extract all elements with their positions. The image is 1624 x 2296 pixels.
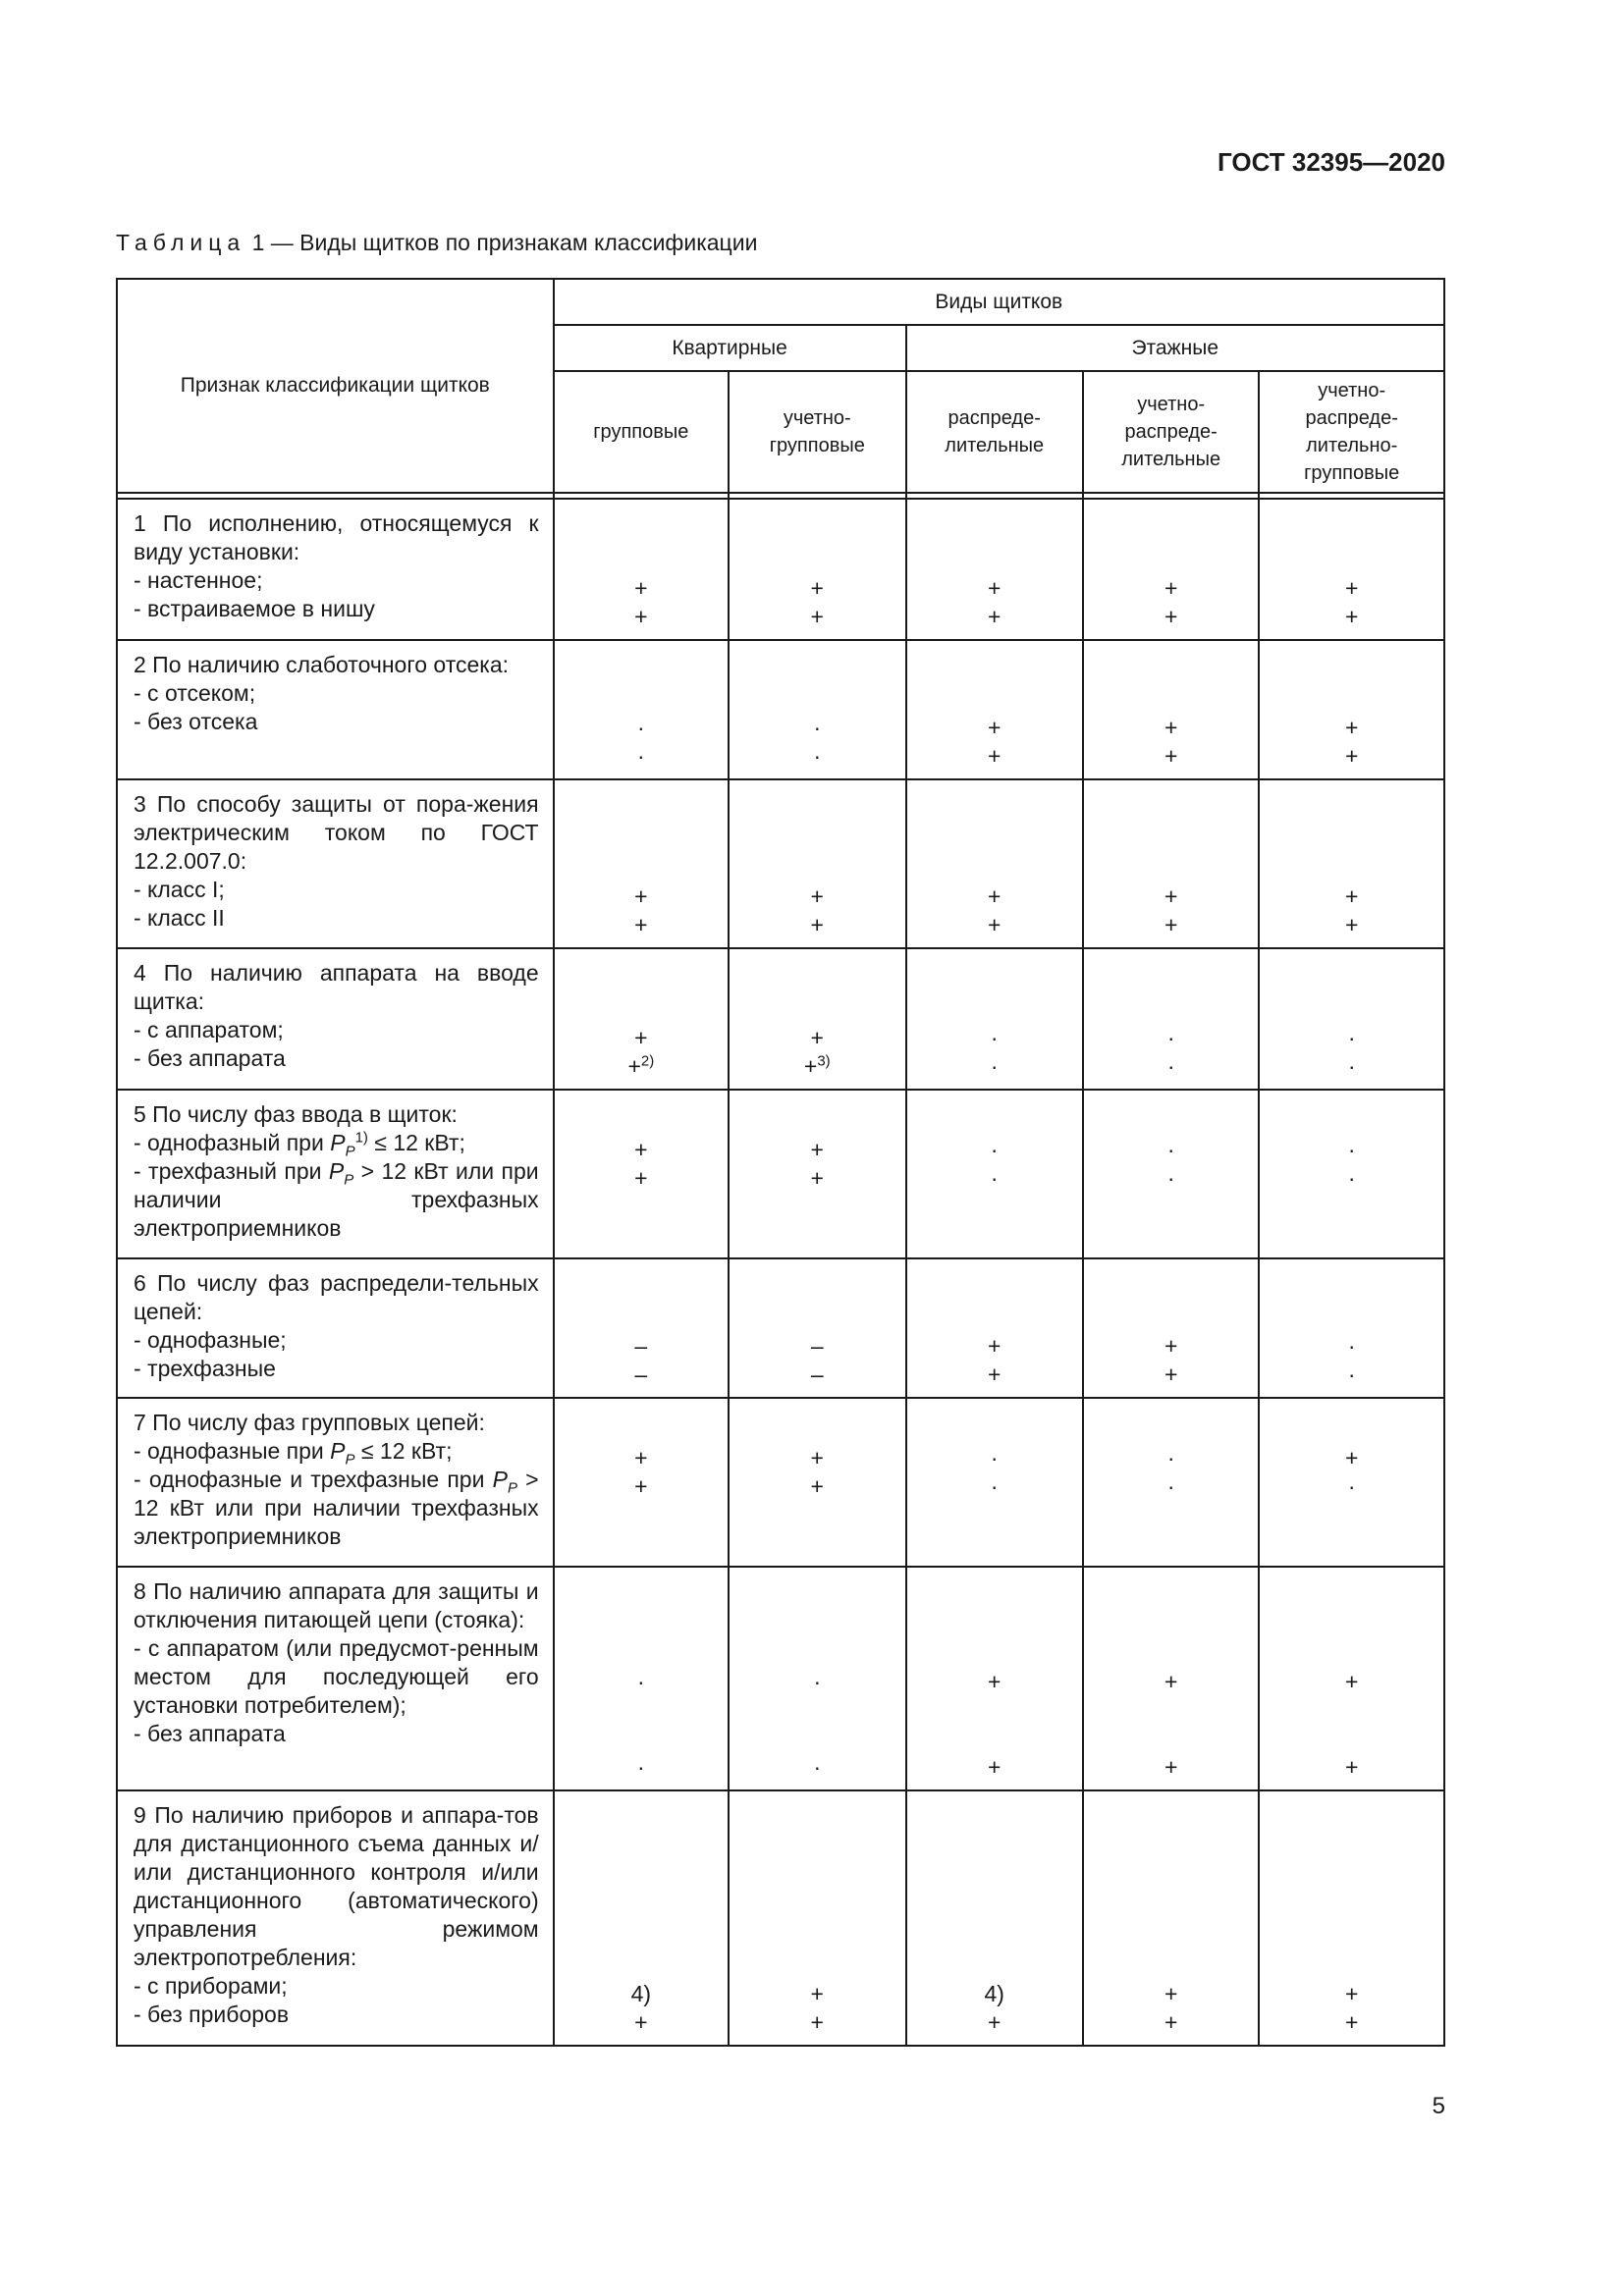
feature-title: 6 По числу фаз распредели-тельных цепей:: [134, 1270, 539, 1324]
mark-value: +: [634, 883, 648, 909]
mark-cell: [906, 499, 1083, 640]
mark-spacer: [730, 1193, 904, 1250]
formula-subscript: [508, 1480, 517, 1497]
mark-cell: [1259, 1398, 1444, 1567]
mark-value: ·: [1166, 1025, 1175, 1050]
mark-cell: [1083, 640, 1259, 779]
feature-option: - без отсека: [134, 709, 258, 734]
mark-value: +: [1164, 1362, 1178, 1387]
mark-value: ·: [990, 1053, 999, 1079]
mark-value: –: [810, 1333, 824, 1359]
column-header-text: распреде- лительные: [945, 407, 1045, 456]
mark-cell: [1083, 1567, 1259, 1790]
document-header: ГОСТ 32395—2020: [1218, 147, 1445, 177]
feature-cell: [117, 1398, 554, 1567]
mark-value: ·: [1166, 1445, 1175, 1470]
feature-title: 4 По наличию аппарата на вводе щитка:: [134, 960, 539, 1014]
feature-option: - класс II: [134, 905, 225, 931]
mark-value: ·: [636, 1754, 645, 1780]
mark-value: +$^{3)}$: [803, 1052, 831, 1079]
feature-option: - настенное;: [134, 567, 263, 593]
feature-cell: [117, 640, 554, 779]
mark-cell: [1259, 1790, 1444, 2046]
mark-spacer: [907, 1193, 1082, 1250]
mark-value: ·: [1166, 1165, 1175, 1191]
mark-value: +: [988, 2009, 1001, 2035]
mark-spacer: [1084, 1696, 1258, 1753]
mark-value: +: [1164, 1333, 1178, 1359]
mark-value: +: [988, 743, 1001, 769]
mark-spacer: [1084, 1193, 1258, 1250]
mark-value: +: [810, 1473, 824, 1499]
mark-value: +: [1344, 883, 1359, 909]
classification-table: [116, 278, 1445, 2047]
mark-cell: [729, 1398, 905, 1567]
mark-cell: [1083, 1090, 1259, 1258]
mark-value: ·: [813, 715, 822, 740]
column-header: [906, 371, 1083, 493]
feature-cell: [117, 499, 554, 640]
mark-value: +$^{2)}$: [627, 1052, 655, 1079]
mark-spacer: [555, 1501, 728, 1558]
mark-value: 4): [630, 1981, 652, 2006]
mark-value: +: [1344, 1754, 1359, 1780]
mark-cell: [906, 779, 1083, 948]
column-header-text: учетно- распреде- лительные: [1121, 394, 1221, 470]
mark-value: +: [1164, 575, 1178, 601]
table-caption-word: Таблица: [116, 230, 246, 255]
mark-cell: [554, 1398, 729, 1567]
mark-value: –: [634, 1362, 648, 1387]
mark-cell: [906, 640, 1083, 779]
mark-value: ·: [1166, 1137, 1175, 1162]
mark-value: +: [810, 1137, 824, 1162]
feature-title: 5 По числу фаз ввода в щиток:: [134, 1101, 458, 1127]
mark-value: +: [1344, 1445, 1359, 1470]
mark-value: +: [988, 883, 1001, 909]
mark-value: +: [1164, 883, 1178, 909]
mark-cell: [906, 1398, 1083, 1567]
table-row: [117, 948, 1444, 1090]
mark-value: +: [634, 604, 648, 629]
mark-cell: [729, 499, 905, 640]
mark-value: +: [634, 1025, 648, 1050]
formula-symbol: P: [330, 1130, 346, 1155]
mark-cell: [1083, 948, 1259, 1090]
mark-spacer: [555, 1193, 728, 1250]
mark-cell: [554, 1090, 729, 1258]
mark-value: +: [1344, 575, 1359, 601]
feature-option: - с приборами;: [134, 1973, 288, 1999]
table-row: [117, 499, 1444, 640]
feature-cell: [117, 1567, 554, 1790]
mark-cell: [729, 779, 905, 948]
feature-title: 8 По наличию аппарата для защиты и отключения питающей цепи (стояка):: [134, 1578, 539, 1632]
mark-spacer: [555, 1696, 728, 1753]
mark-cell: [1259, 1090, 1444, 1258]
mark-value: ·: [1166, 1473, 1175, 1499]
column-header: [1083, 371, 1259, 493]
mark-value: ·: [1347, 1053, 1356, 1079]
mark-value: ·: [1347, 1473, 1356, 1499]
header-group: Виды щитков: [554, 279, 1444, 325]
mark-value: ·: [813, 743, 822, 769]
mark-value: +: [1344, 2009, 1359, 2035]
formula-subscript-text: P: [344, 1171, 354, 1189]
feature-cell: [117, 779, 554, 948]
column-header-text: групповые: [593, 421, 689, 443]
mark-value: +: [988, 912, 1001, 937]
mark-spacer: [907, 1501, 1082, 1558]
mark-value: ·: [1166, 1053, 1175, 1079]
feature-cell: [117, 1790, 554, 2046]
mark-value: +: [634, 1473, 648, 1499]
mark-cell: [554, 1258, 729, 1398]
mark-spacer: [730, 1501, 904, 1558]
column-header-text: учетно- распреде- лительно- групповые: [1304, 380, 1400, 484]
feature-option: - без приборов: [134, 2002, 290, 2027]
mark-cell: [906, 1090, 1083, 1258]
mark-spacer: [1260, 1193, 1443, 1250]
feature-title: 7 По числу фаз групповых цепей:: [134, 1410, 485, 1435]
mark-value: +: [634, 575, 648, 601]
feature-option: - однофазные при $P_P \le 12$ кВт;: [134, 1438, 453, 1468]
mark-value: ·: [1347, 1025, 1356, 1050]
mark-cell: [1259, 640, 1444, 779]
mark-cell: [554, 1790, 729, 2046]
table-row: [117, 1567, 1444, 1790]
mark-cell: [1259, 1567, 1444, 1790]
mark-cell: [1259, 779, 1444, 948]
feature-option: - встраиваемое в нишу: [134, 596, 375, 621]
mark-value: +: [810, 1445, 824, 1470]
mark-cell: [906, 1790, 1083, 2046]
feature-option: - с аппаратом;: [134, 1017, 284, 1042]
formula-subscript-text: P: [507, 1479, 517, 1497]
mark-value: ·: [813, 1669, 822, 1694]
mark-value: –: [810, 1362, 824, 1387]
feature-title: 1 По исполнению, относящемуся к виду установки:: [134, 510, 539, 564]
header-subgroup: Этажные: [906, 325, 1445, 371]
feature-option: - без аппарата: [134, 1721, 286, 1746]
feature-title: 2 По наличию слаботочного отсека:: [134, 652, 510, 677]
feature-title: 3 По способу защиты от пора-жения электрическим током по ГОСТ 12.2.007.0:: [134, 791, 539, 874]
mark-value: +: [810, 1165, 824, 1191]
mark-spacer: [907, 1696, 1082, 1753]
mark-spacer: [1260, 1501, 1443, 1558]
feature-option: - без аппарата: [134, 1045, 286, 1071]
mark-value: +: [634, 1137, 648, 1162]
mark-cell: [554, 499, 729, 640]
mark-value: +: [1164, 912, 1178, 937]
mark-value: +: [810, 912, 824, 937]
mark-cell: [729, 1567, 905, 1790]
mark-value: +: [1164, 1754, 1178, 1780]
mark-value: +: [1344, 604, 1359, 629]
mark-value: ·: [636, 743, 645, 769]
mark-value: +: [1164, 2009, 1178, 2035]
mark-value: +: [634, 1445, 648, 1470]
mark-cell: [906, 1567, 1083, 1790]
formula-symbol: P: [328, 1158, 345, 1184]
mark-value: +: [988, 575, 1001, 601]
mark-value: +: [1344, 1981, 1359, 2006]
mark-value: ·: [1347, 1333, 1356, 1359]
mark-value: +: [810, 2009, 824, 2035]
table-caption: [116, 230, 757, 256]
header-feature: Признак классификации щитков: [117, 279, 554, 493]
mark-cell: [906, 948, 1083, 1090]
mark-spacer: [1260, 1696, 1443, 1753]
footnote-ref: 3): [817, 1052, 831, 1070]
mark-value: +: [1164, 715, 1178, 740]
formula-subscript-text: P: [345, 1451, 355, 1468]
mark-value: +: [1344, 912, 1359, 937]
mark-value: ·: [636, 715, 645, 740]
formula-symbol: P: [330, 1438, 346, 1464]
mark-value: +: [1164, 1981, 1178, 2006]
mark-value: +: [988, 1333, 1001, 1359]
mark-cell: [729, 640, 905, 779]
feature-cell: [117, 948, 554, 1090]
mark-cell: [1083, 1258, 1259, 1398]
footnote-ref: 1): [354, 1129, 368, 1147]
mark-value: +: [810, 1981, 824, 2006]
mark-cell: [729, 1258, 905, 1398]
mark-cell: [729, 1090, 905, 1258]
feature-cell: [117, 1090, 554, 1258]
mark-value: +: [810, 883, 824, 909]
mark-value: +: [634, 912, 648, 937]
table-row: [117, 1090, 1444, 1258]
table-caption-text: 1 — Виды щитков по признакам классификации: [245, 230, 758, 255]
mark-value: ·: [990, 1025, 999, 1050]
header-subgroup: Квартирные: [554, 325, 906, 371]
mark-cell: [554, 640, 729, 779]
mark-value: 4): [984, 1981, 1004, 2006]
feature-option: - трехфазный при $P_P > 12$ кВт или при наличии трехфазных электроприемников: [134, 1158, 539, 1241]
mark-value: +: [1164, 1669, 1178, 1694]
table-row: [117, 1790, 1444, 2046]
mark-value: ·: [990, 1473, 999, 1499]
mark-value: +: [1344, 715, 1359, 740]
mark-value: +: [810, 1025, 824, 1050]
mark-value: +: [988, 1362, 1001, 1387]
feature-option: - с отсеком;: [134, 680, 256, 706]
mark-value: ·: [990, 1165, 999, 1191]
mark-value: ·: [990, 1445, 999, 1470]
mark-cell: [729, 948, 905, 1090]
mark-value: +: [988, 715, 1001, 740]
mark-value: +: [634, 1165, 648, 1191]
formula-subscript-text: P: [345, 1143, 355, 1160]
mark-value: +: [988, 1754, 1001, 1780]
mark-spacer: [1084, 1501, 1258, 1558]
mark-value: +: [810, 575, 824, 601]
mark-cell: [1259, 499, 1444, 640]
mark-cell: [1083, 779, 1259, 948]
table-row: [117, 640, 1444, 779]
mark-value: +: [1164, 604, 1178, 629]
mark-cell: [1083, 499, 1259, 640]
column-header-text: учетно- групповые: [769, 407, 865, 456]
table-row: [117, 779, 1444, 948]
feature-option: - с аппаратом (или предусмот-ренным местом для последующей его установки потребителем);: [134, 1635, 539, 1718]
mark-cell: [1083, 1398, 1259, 1567]
mark-value: ·: [1347, 1362, 1356, 1387]
column-header: [729, 371, 905, 493]
mark-value: ·: [990, 1137, 999, 1162]
mark-cell: [906, 1258, 1083, 1398]
mark-value: ·: [1347, 1165, 1356, 1191]
mark-cell: [1083, 1790, 1259, 2046]
formula-subscript: [344, 1172, 353, 1189]
mark-value: –: [634, 1333, 648, 1359]
mark-value: ·: [1347, 1137, 1356, 1162]
mark-cell: [554, 779, 729, 948]
mark-cell: [1259, 948, 1444, 1090]
mark-value: +: [1164, 743, 1178, 769]
mark-value: ·: [813, 1754, 822, 1780]
feature-option: - трехфазные: [134, 1356, 276, 1381]
feature-option: - однофазные;: [134, 1327, 287, 1353]
mark-cell: [729, 1790, 905, 2046]
mark-cell: [1259, 1258, 1444, 1398]
mark-value: +: [988, 604, 1001, 629]
mark-value: +: [634, 2009, 648, 2035]
mark-value: +: [988, 1669, 1001, 1694]
feature-option: - класс I;: [134, 877, 225, 902]
column-header: [1259, 371, 1444, 493]
mark-value: +: [1344, 743, 1359, 769]
feature-cell: [117, 1258, 554, 1398]
mark-cell: [554, 948, 729, 1090]
feature-option: - однофазный при $P_P^{1)} \le 12$ кВт;: [134, 1129, 465, 1160]
mark-cell: [554, 1567, 729, 1790]
mark-value: +: [1344, 1669, 1359, 1694]
mark-value: ·: [636, 1669, 645, 1694]
feature-title: 9 По наличию приборов и аппара-тов для дистанционного съема данных и/или дистанционного контроля и/или дистанционного (автоматического) управления режимом электропотребления:: [134, 1802, 539, 1970]
footnote-ref: 2): [640, 1052, 655, 1070]
table-row: [117, 1398, 1444, 1567]
mark-value: +: [810, 604, 824, 629]
page-number: 5: [1432, 2093, 1445, 2119]
column-header: [554, 371, 729, 493]
feature-option: - однофазные и трехфазные при $P_P > 12$ кВт или при наличии трехфазных электроприемников: [134, 1467, 539, 1549]
table-row: [117, 1258, 1444, 1398]
formula-symbol: P: [492, 1467, 508, 1492]
mark-spacer: [730, 1696, 904, 1753]
